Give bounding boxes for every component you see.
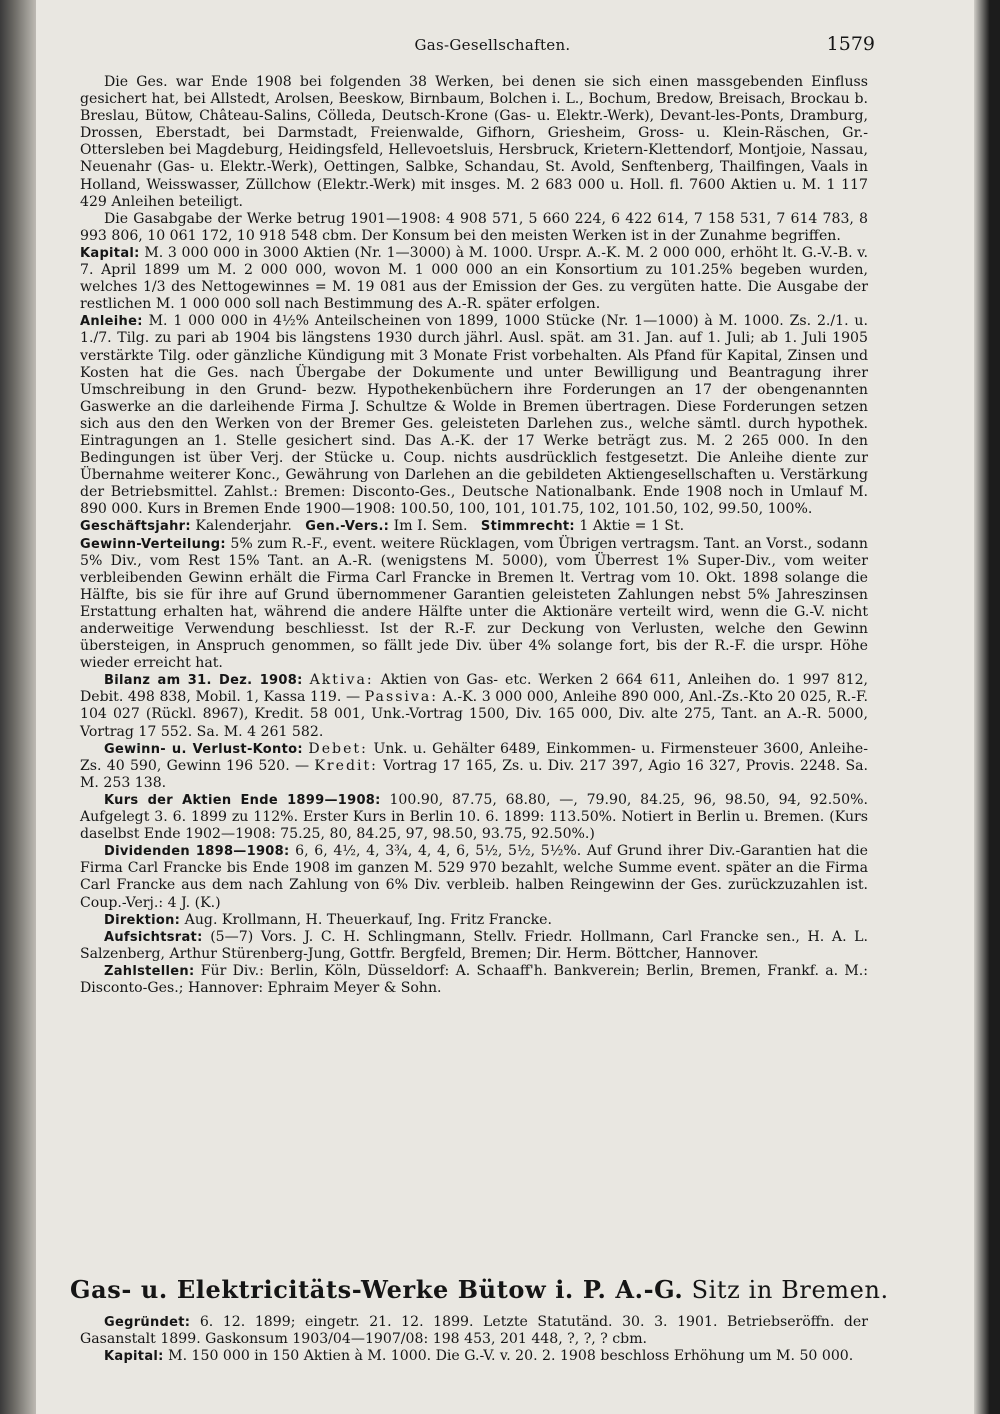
kurs-entry bbox=[80, 792, 868, 843]
gv-label: Gen.-Vers.: bbox=[305, 519, 390, 535]
passiva-text: A.-K. 3 000 000, Anleihe 890 000, Anl.-Zs.-Kto 20 025, R.-F. 104 027 (Rückl. 8967), Kredit. 58 001, Unk.-Vortrag 1500, Div. 165 000, Div. alte 275, Tant. an A.-R. 5000, Vortrag 17 552. Sa. M. 4 261 582. bbox=[80, 689, 869, 740]
aufsichtsrat-entry bbox=[80, 929, 868, 963]
stimmrecht-text: 1 Aktie = 1 St. bbox=[579, 518, 685, 535]
company2-kapital-entry bbox=[80, 1348, 868, 1365]
kurs-text: 100.90, 87.75, 68.80, —, 79.90, 84.25, 96, 98.50, 94, 92.50%. Aufgelegt 3. 6. 1899 zu 112%. Erster Kurs in Berlin 10. 6. 1899: 113.50%. Notiert in Berlin u. Bremen. (Kurs daselbst Ende 1902—1908: 75.25, 80, 84.25, 97, 98.50, 93.75, 92.50%.) bbox=[80, 791, 868, 843]
dividenden-label: Dividenden 1898—1908: bbox=[104, 844, 290, 860]
dividenden-text: 6, 6, 4½, 4, 3¾, 4, 4, 6, 5½, 5½, 5½%. Auf Grund ihrer Div.-Garantien hat die Firma Carl Francke bis Ende 1908 im ganzen M. 529 970 bezahlt, welche Summe event. später an die Firma Carl Francke aus dem nach Zahlung von 6% Div. verbleib. halben Reingewinn der Ges. zurückzuzahlen ist. Coup.-Verj.: 4 J. (K.) bbox=[80, 843, 868, 911]
aktiva-text: Aktien von Gas- etc. Werken 2 664 611, Anleihen do. 1 997 812, Debit. 498 838, Mobil. 1, Kassa 119. — bbox=[80, 672, 869, 706]
gewinn-verteilung-label: Gewinn-Verteilung: bbox=[80, 536, 226, 552]
dividenden-entry bbox=[80, 843, 868, 911]
kredit-label: Kredit: bbox=[314, 757, 378, 774]
guv-label: Gewinn- u. Verlust-Konto: bbox=[104, 741, 303, 757]
kapital-entry bbox=[80, 245, 868, 313]
company2-kapital-text: M. 150 000 in 150 Aktien à M. 1000. Die G.-V. v. 20. 2. 1908 beschloss Erhöhung um M. 50 000. bbox=[168, 1348, 854, 1365]
intro-paragraph: Die Ges. war Ende 1908 bei folgenden 38 Werken, bei denen sie sich einen massgebenden Einfluss gesichert hat, bei Allstedt, Arolsen, Beeskow, Birnbaum, Bolchen i. L., Bochum, Bredow, Breisach, Brockau b. Breslau, Bütow, Château-Salins, Cölleda, Deutsch-Krone (Gas- u. Elektr.-Werk), Devant-les-Ponts, Dramburg, Drossen, Eberstadt, bei Darmstadt, Freienwalde, Gifhorn, Griesheim, Gross- u. Klein-Räschen, Gr.-Ottersleben bei Magdeburg, Heidingsfeld, Hellevoetsluis, Hersbruck, Krietern-Klettendorf, Montjoie, Nassau, Neuenahr (Gas- u. Elektr.-Werk), Oettingen, Salbke, Schandau, St. Avold, Senftenberg, Thailfingen, Vaals in Holland, Weisswasser, Züllchow (Elektr.-Werk) mit insges. M. 2 683 000 u. Holl. fl. 7600 Aktien u. M. 1 117 429 Anleihen beteiligt. bbox=[80, 74, 868, 210]
kapital-text: M. 3 000 000 in 3000 Aktien (Nr. 1—3000) à M. 1000. Urspr. A.-K. M. 2 000 000, erhöht lt. G.-V.-B. v. 7. April 1899 um M. 2 000 000, wovon M. 1 000 000 an ein Konsortium zu 101.25% begeben wurden, welches 1/3 des Nettogewinnes = M. 19 081 aus der Emission der Ges. zu vergüten hatte. Die Ausgabe der restlichen M. 1 000 000 soll nach Bestimmung des A.-R. später erfolgen. bbox=[80, 244, 869, 313]
section-title: Gas-Gesellschaften. bbox=[414, 36, 571, 54]
anleihe-text: M. 1 000 000 in 4½% Anteilscheinen von 1899, 1000 Stücke (Nr. 1—1000) à M. 1000. Zs. 2./1. u. 1./7. Tilg. zu pari ab 1904 bis längstens 1930 durch jährl. Ausl. spät. am 31. Jan. auf 1. Juli; ab 1. Juli 1905 verstärkte Tilg. oder gänzliche Kündigung mit 3 Monate Frist vorbehalten. Als Pfand für Kapital, Zinsen und Kosten hat die Ges. nach Übergabe der Dokumente und unter Bewilligung und Beantragung ihrer Umschreibung in den Grund- bezw. Hypothekenbüchern ihre Forderungen an 17 der obengenannten Gaswerke an die darleihende Firma J. Schultze & Wolde in Bremen übertragen. Diese Forderungen setzen sich aus den den Werken von der Bremer Ges. geleisteten Darlehen zus., welche sämtl. durch hypothek. Eintragungen an 1. Stelle gesichert sind. Das A.-K. der 17 Werke beträgt zus. M. 2 265 000. In den Bedingungen ist über Verj. der Stücke u. Coup. nichts ausdrücklich festgesetzt. Die Anleihe diente zur Übernahme weiterer Konc., Gewährung von Darlehen an die gebildeten Aktiengesellschaften u. Verstärkung der Betriebsmittel. Zahlst.: Bremen: Disconto-Ges., Deutsche Nationalbank. Ende 1908 noch in Umlauf M. 890 000. Kurs in Bremen Ende 1900—1908: 100.50, 100, 101, 101.75, 102, 101.50, 102, 99.50, 100%. bbox=[80, 313, 868, 518]
gegruendet-label: Gegründet: bbox=[104, 1315, 191, 1330]
gv-text: Im I. Sem. bbox=[393, 518, 468, 535]
gj-text: Kalenderjahr. bbox=[195, 518, 292, 535]
direktion-text: Aug. Krollmann, H. Theuerkauf, Ing. Fritz Francke. bbox=[184, 911, 552, 928]
kapital-label: Kapital: bbox=[80, 245, 140, 261]
kurs-label: Kurs der Aktien Ende 1899—1908: bbox=[104, 792, 381, 808]
company-name: Gas- u. Elektricitäts-Werke Bütow i. P. A.-G. bbox=[70, 1275, 684, 1304]
guv-entry bbox=[80, 741, 868, 792]
running-header bbox=[110, 33, 875, 62]
zahlstellen-label: Zahlstellen: bbox=[104, 963, 195, 979]
debet-text: Unk. u. Gehälter 6489, Einkommen- u. Firmensteuer 3600, Anleihe-Zs. 40 590, Gewinn 196 520. — bbox=[80, 740, 869, 774]
geschaeftsjahr-entry bbox=[80, 518, 868, 535]
company-sitz: Sitz in Bremen. bbox=[691, 1276, 889, 1304]
kredit-text: Vortrag 17 165, Zs. u. Div. 217 397, Agio 16 327, Provis. 2248. Sa. M. 253 138. bbox=[80, 757, 868, 791]
aktiva-label: Aktiva: bbox=[309, 672, 374, 689]
gewinn-verteilung-entry bbox=[80, 536, 868, 673]
gas-output-paragraph: Die Gasabgabe der Werke betrug 1901—1908: 4 908 571, 5 660 224, 6 422 614, 7 158 531, 7 614 783, 8 993 806, 10 061 172, 10 918 548 cbm. Der Konsum bei den meisten Werken ist in der Zunahme begriffen. bbox=[80, 210, 868, 244]
main-column bbox=[80, 74, 868, 997]
page-edge-shadow bbox=[974, 0, 1000, 1414]
gegruendet-entry bbox=[80, 1314, 868, 1348]
gj-label: Geschäftsjahr: bbox=[80, 519, 191, 535]
aufsichtsrat-text: (5—7) Vors. J. C. H. Schlingmann, Stellv. Friedr. Hollmann, Carl Francke sen., H. A. L. Salzenberg, Arthur Stürenberg-Jung, Gottfr. Bergfeld, Bremen; Dir. Herm. Böttcher, Hannover. bbox=[80, 928, 868, 962]
company-heading bbox=[70, 1275, 889, 1304]
zahlstellen-text: Für Div.: Berlin, Köln, Düsseldorf: A. Schaaff'h. Bankverein; Berlin, Bremen, Frankf. a. M.: Disconto-Ges.; Hannover: Ephraim Meyer & Sohn. bbox=[80, 962, 868, 996]
bilanz-entry bbox=[80, 672, 868, 740]
page-number: 1579 bbox=[826, 33, 875, 55]
company2-column bbox=[80, 1314, 868, 1365]
book-gutter-shadow bbox=[0, 0, 36, 1414]
direktion-label: Direktion: bbox=[104, 912, 181, 928]
direktion-entry bbox=[80, 912, 868, 929]
aufsichtsrat-label: Aufsichtsrat: bbox=[104, 929, 203, 945]
passiva-label: Passiva: bbox=[364, 689, 439, 706]
company2-kapital-label: Kapital: bbox=[104, 1349, 164, 1365]
debet-label: Debet: bbox=[308, 740, 368, 757]
zahlstellen-entry bbox=[80, 963, 868, 997]
anleihe-entry bbox=[80, 313, 868, 518]
bilanz-label: Bilanz am 31. Dez. 1908: bbox=[104, 673, 303, 689]
gegruendet-text: 6. 12. 1899; eingetr. 21. 12. 1899. Letzte Statutänd. 30. 3. 1901. Betriebseröffn. der Gasanstalt 1899. Gaskonsum 1903/04—1907/08: 198 453, 201 448, ?, ?, ? cbm. bbox=[80, 1314, 868, 1348]
anleihe-label: Anleihe: bbox=[80, 314, 143, 330]
gewinn-verteilung-text: 5% zum R.-F., event. weitere Rücklagen, vom Übrigen vertragsm. Tant. an Vorst., sodann 5% Div., vom Rest 15% Tant. an A.-R. (wenigstens M. 5000), vom Überrest 1% Super-Div., vom weiter verbleibenden Gewinn erhält die Firma Carl Francke in Bremen lt. Vertrag vom 10. Okt. 1898 solange die Hälfte, bis sie für ihre auf Grund übernommener Garantien geleisteten Zahlungen nebst 5% Jahreszinsen Erstattung erhalten hat, während die andere Hälfte unter die Aktionäre verteilt wird, wenn die G.-V. nicht anderweitige Verwendung beschliesst. Ist der R.-F. zur Deckung von Verlusten, welche den Gewinn übersteigen, in Anspruch genommen, so fällt jede Div. über 4% solange fort, bis der R.-F. die urspr. Höhe wieder erreicht hat. bbox=[80, 535, 868, 672]
stimmrecht-label: Stimmrecht: bbox=[480, 519, 575, 535]
